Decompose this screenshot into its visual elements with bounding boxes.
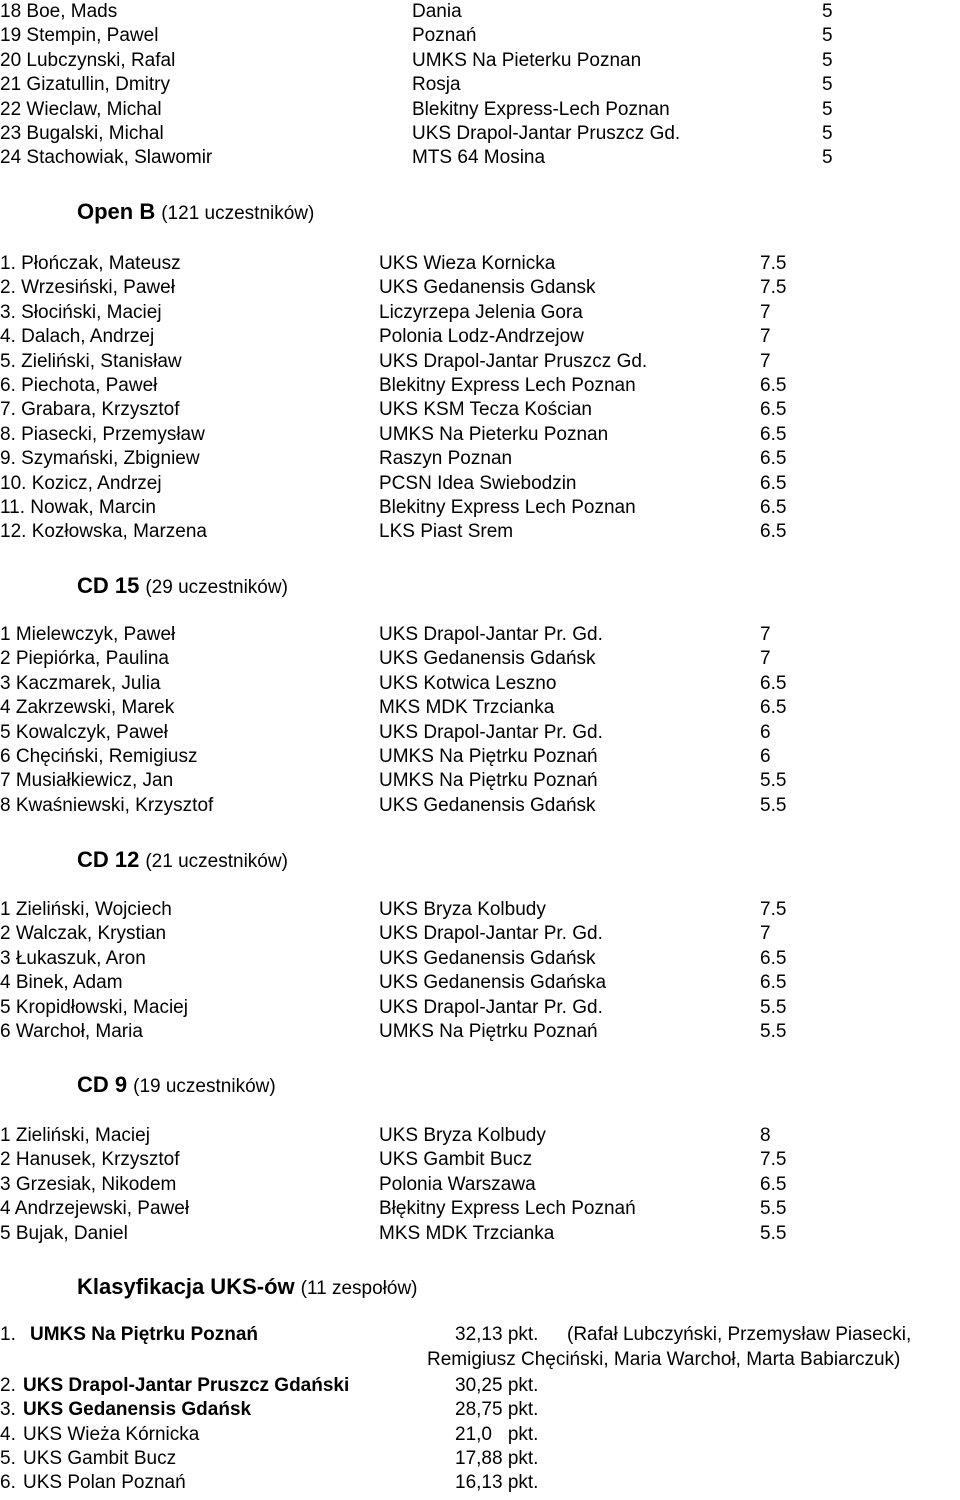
player-club: UKS Gambit Bucz [379,1149,533,1171]
player-club: UKS Drapol-Jantar Pruszcz Gd. [412,123,681,144]
team-name: UKS Wieża Kórnicka [23,1424,200,1445]
list-item [0,122,960,146]
list-item [0,1197,960,1221]
player-name: 23 Bugalski, Michal [0,123,164,144]
player-score: 7 [760,350,771,372]
list-item [0,325,960,349]
player-club: UKS Gedanensis Gdańska [379,972,607,994]
team-row [0,1471,960,1495]
player-score: 6 [760,721,771,743]
team-name: UKS Gambit Bucz [23,1448,177,1469]
player-score: 5.5 [760,794,787,816]
list-item [0,98,960,122]
player-name: 12. Kozłowska, Marzena [0,521,207,543]
player-score: 7 [760,923,771,945]
player-club: MKS MDK Trzcianka [379,697,555,719]
player-name: 4 Zakrzewski, Marek [0,697,175,719]
list-item [0,73,960,97]
player-club: UKS Gedanensis Gdansk [379,277,596,299]
team-points: 28,75 pkt. [455,1399,539,1420]
list-item [0,447,960,471]
section-subtitle: (29 uczestników) [145,577,288,598]
player-club: PCSN Idea Swiebodzin [379,472,577,494]
player-club: Blekitny Express-Lech Poznan [412,98,670,120]
player-score: 7 [760,326,771,348]
player-score: 7.5 [760,1149,787,1171]
player-name: 21 Gizatullin, Dmitry [0,74,170,96]
team-name: UKS Polan Poznań [23,1472,186,1493]
player-name: 10. Kozicz, Andrzej [0,472,162,494]
player-club: UKS Kotwica Leszno [379,672,557,694]
player-club: Błękitny Express Lech Poznań [379,1198,636,1220]
team-points: 32,13 pkt. [455,1324,539,1345]
team-rank: 5. [0,1448,16,1469]
list-item [0,1148,960,1172]
player-club: UMKS Na Pieterku Poznan [379,423,609,445]
team-row [0,1398,960,1422]
player-name: 1 Zieliński, Wojciech [0,899,172,920]
player-name: 5 Bujak, Daniel [0,1222,128,1244]
player-score: 5 [822,123,833,144]
list-item [0,922,960,946]
player-club: Poznań [412,25,477,47]
player-club: UKS Drapol-Jantar Pr. Gd. [379,923,603,945]
player-name: 9. Szymański, Zbigniew [0,448,200,470]
player-name: 2. Wrzesiński, Paweł [0,277,175,299]
list-item [0,721,960,745]
player-club: Polonia Warszawa [379,1173,536,1195]
player-score: 6.5 [760,423,787,445]
player-club: UKS Gedanensis Gdańsk [379,648,596,670]
list-item [0,374,960,398]
team-row [0,1323,960,1347]
player-club: Blekitny Express Lech Poznan [379,375,636,396]
player-score: 6.5 [760,497,787,518]
list-item [0,350,960,374]
player-club: UMKS Na Piętrku Poznań [379,746,598,767]
list-item [0,1173,960,1197]
list-item [0,745,960,769]
player-score: 6 [760,746,771,767]
list-item [0,423,960,447]
player-name: 7. Grabara, Krzysztof [0,399,180,421]
team-rank: 3. [0,1399,16,1420]
list-item [0,1124,960,1148]
player-club: UKS Wieza Kornicka [379,253,556,274]
player-name: 4. Dalach, Andrzej [0,326,155,348]
player-name: 1. Płończak, Mateusz [0,253,181,274]
player-score: 6.5 [760,1173,787,1195]
list-item [0,696,960,720]
player-score: 6.5 [760,399,787,421]
list-item [0,496,960,520]
section-subtitle: (121 uczestników) [161,203,315,224]
list-item [0,1020,960,1044]
team-members: (Rafał Lubczyński, Przemysław Piasecki, [567,1324,912,1345]
team-rank: 4. [0,1424,16,1445]
player-club: UMKS Na Piętrku Poznań [379,770,598,792]
player-score: 7.5 [760,899,787,920]
player-name: 3. Słociński, Maciej [0,301,162,323]
list-item [0,520,960,544]
player-club: UKS Bryza Kolbudy [379,1125,546,1146]
team-points: 30,25 pkt. [455,1375,539,1396]
player-score: 5 [822,98,833,120]
player-name: 3 Kaczmarek, Julia [0,672,161,694]
team-name: UMKS Na Piętrku Poznań [30,1324,259,1345]
list-item [0,276,960,300]
player-name: 1 Zieliński, Maciej [0,1125,150,1146]
section-open-b [77,200,314,226]
player-name: 5 Kropidłowski, Maciej [0,996,188,1018]
player-club: UMKS Na Piętrku Poznań [379,1021,598,1042]
player-name: 6. Piechota, Paweł [0,375,158,396]
player-club: UKS KSM Tecza Kościan [379,399,592,421]
player-score: 7 [760,648,771,670]
player-name: 22 Wieclaw, Michal [0,98,162,120]
player-score: 5 [822,49,833,71]
player-score: 6.5 [760,521,787,543]
player-club: UKS Drapol-Jantar Pruszcz Gd. [379,350,648,372]
team-name: UKS Gedanensis Gdańsk [23,1399,252,1420]
list-item [0,971,960,995]
player-club: Blekitny Express Lech Poznan [379,497,636,518]
list-item [0,146,960,170]
player-club: UMKS Na Pieterku Poznan [412,49,642,71]
player-score: 5.5 [760,1222,787,1244]
player-club: UKS Gedanensis Gdańsk [379,947,596,969]
section-cd12 [77,848,288,874]
section-title: CD 15 [77,573,140,598]
player-score: 6.5 [760,947,787,969]
player-score: 5 [822,1,833,22]
player-score: 6.5 [760,697,787,719]
list-item [0,49,960,73]
player-score: 7 [760,301,771,323]
section-uks-classification [77,1275,418,1301]
player-name: 24 Stachowiak, Slawomir [0,147,213,169]
player-score: 5.5 [760,996,787,1018]
list-item [0,947,960,971]
team-row [0,1423,960,1447]
list-item [0,1222,960,1246]
section-subtitle: (11 zespołów) [300,1278,418,1299]
player-name: 7 Musiałkiewicz, Jan [0,770,174,792]
section-cd9 [77,1073,276,1099]
list-item [0,252,960,276]
player-name: 2 Piepiórka, Paulina [0,648,169,670]
player-score: 8 [760,1125,771,1146]
team-points: 16,13 pkt. [455,1472,539,1493]
list-item [0,398,960,422]
list-item [0,472,960,496]
player-club: LKS Piast Srem [379,521,514,543]
player-name: 5 Kowalczyk, Paweł [0,721,168,743]
player-score: 6.5 [760,375,787,396]
player-name: 20 Lubczynski, Rafal [0,49,176,71]
player-score: 6.5 [760,448,787,470]
player-score: 6.5 [760,472,787,494]
list-item [0,794,960,818]
player-name: 8 Kwaśniewski, Krzysztof [0,794,214,816]
player-club: UKS Bryza Kolbudy [379,899,546,920]
list-item [0,996,960,1020]
player-club: Raszyn Poznan [379,448,513,470]
list-item [0,647,960,671]
player-score: 5 [822,74,833,96]
player-score: 5 [822,147,833,169]
list-item [0,24,960,48]
player-club: Polonia Lodz-Andrzejow [379,326,584,348]
team-members-line2: Remigiusz Chęciński, Maria Warchoł, Marta Babiarczuk) [427,1349,901,1370]
list-item [0,301,960,325]
player-score: 5 [822,25,833,47]
player-club: Rosja [412,74,461,96]
team-row [0,1447,960,1471]
section-subtitle: (21 uczestników) [145,851,288,872]
list-item [0,769,960,793]
player-name: 11. Nowak, Marcin [0,497,156,518]
player-name: 8. Piasecki, Przemysław [0,423,205,445]
team-name: UKS Drapol-Jantar Pruszcz Gdański [23,1375,350,1396]
player-club: UKS Drapol-Jantar Pr. Gd. [379,996,603,1018]
team-rank: 6. [0,1472,16,1493]
player-club: MTS 64 Mosina [412,147,546,169]
section-title: CD 12 [77,847,140,872]
list-item [0,623,960,647]
player-name: 4 Andrzejewski, Paweł [0,1198,190,1220]
team-row [0,1374,960,1398]
player-name: 2 Walczak, Krystian [0,923,167,945]
player-name: 6 Warchoł, Maria [0,1021,143,1042]
player-name: 1 Mielewczyk, Paweł [0,624,176,645]
player-name: 5. Zieliński, Stanisław [0,350,182,372]
player-name: 6 Chęciński, Remigiusz [0,746,198,767]
player-name: 2 Hanusek, Krzysztof [0,1149,180,1171]
player-name: 3 Łukaszuk, Aron [0,947,146,969]
section-title: Open B [77,199,156,224]
team-points: 21,0 pkt. [455,1424,539,1445]
section-cd15 [77,574,288,600]
player-club: UKS Gedanensis Gdańsk [379,794,596,816]
player-score: 6.5 [760,672,787,694]
player-score: 5.5 [760,1021,787,1042]
player-score: 6.5 [760,972,787,994]
section-title: Klasyfikacja UKS-ów [77,1274,295,1299]
player-name: 18 Boe, Mads [0,1,118,22]
team-rank: 2. [0,1375,16,1396]
player-score: 5.5 [760,1198,787,1220]
player-club: MKS MDK Trzcianka [379,1222,555,1244]
player-name: 4 Binek, Adam [0,972,123,994]
team-rank: 1. [0,1324,16,1345]
section-title: CD 9 [77,1072,128,1097]
list-item [0,898,960,922]
player-score: 5.5 [760,770,787,792]
list-item [0,0,960,24]
player-name: 3 Grzesiak, Nikodem [0,1173,177,1195]
player-club: UKS Drapol-Jantar Pr. Gd. [379,624,603,645]
list-item [0,672,960,696]
section-subtitle: (19 uczestników) [133,1076,276,1097]
team-points: 17,88 pkt. [455,1448,539,1469]
player-club: Liczyrzepa Jelenia Gora [379,301,583,323]
player-name: 19 Stempin, Pawel [0,25,159,47]
player-score: 7 [760,624,771,645]
player-score: 7.5 [760,253,787,274]
player-club: Dania [412,1,462,22]
player-score: 7.5 [760,277,787,299]
player-club: UKS Drapol-Jantar Pr. Gd. [379,721,603,743]
